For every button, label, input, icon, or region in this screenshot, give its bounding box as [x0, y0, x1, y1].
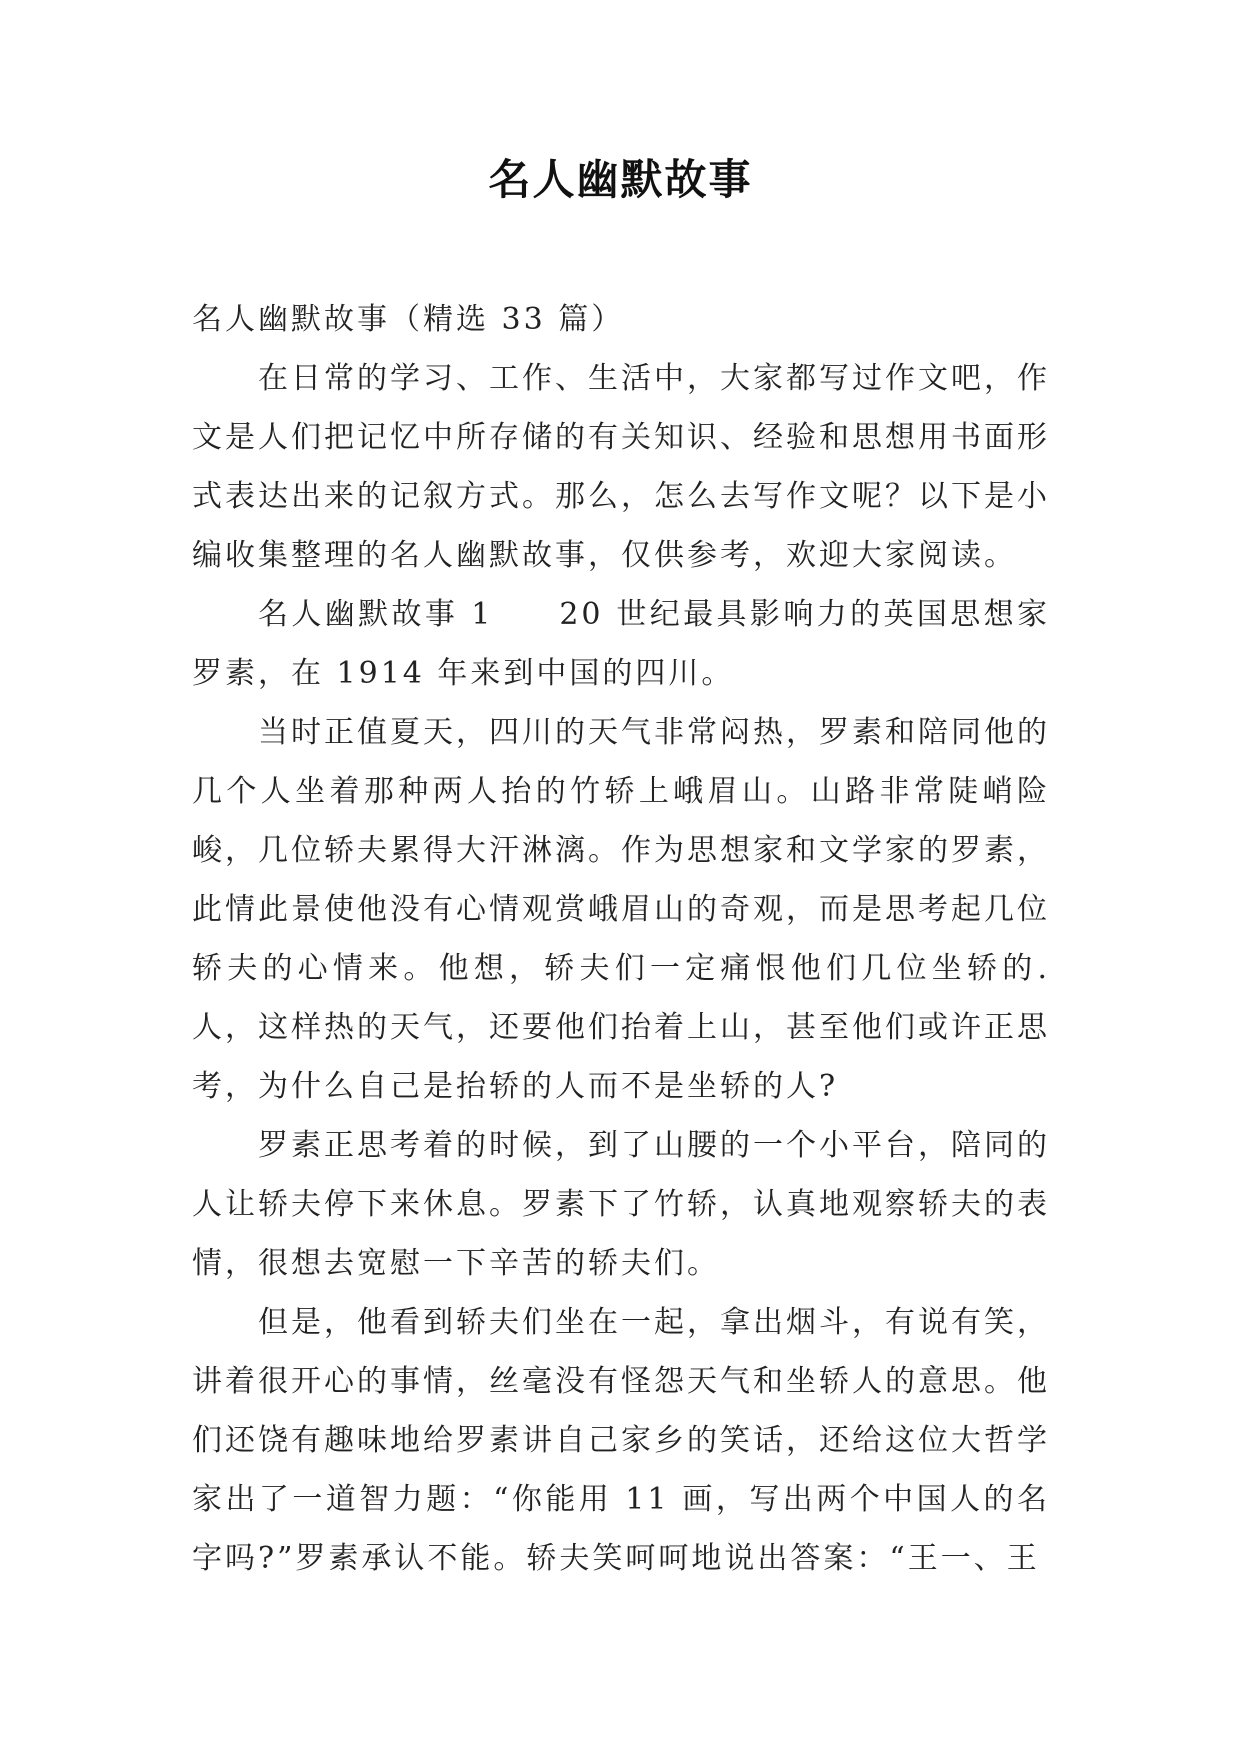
- story-1-paragraph-3: 罗素正思考着的时候，到了山腰的一个小平台，陪同的人让轿夫停下来休息。罗素下了竹轿，认真地观察轿夫的表情，很想去宽慰一下辛苦的轿夫们。: [192, 1128, 1050, 1281]
- story-1-heading: 名人幽默故事 1: [258, 597, 494, 632]
- document-subtitle: 名人幽默故事（精选 33 篇）: [192, 302, 625, 337]
- story-1-opening-paragraph: [192, 585, 1050, 703]
- document-title: 名人幽默故事: [488, 155, 753, 204]
- story-1-paragraph-4: 但是，他看到轿夫们坐在一起，拿出烟斗，有说有笑，讲着很开心的事情，丝毫没有怪怨天气和坐轿人的意思。他们还饶有趣味地给罗素讲自己家乡的笑话，还给这位大哲学家出了一道智力题：“你能用 11 画，写出两个中国人的名字吗?”罗素承认不能。轿夫笑呵呵地说出答案：“王一、王: [192, 1305, 1050, 1576]
- intro-paragraph: 在日常的学习、工作、生活中，大家都写过作文吧，作文是人们把记忆中所存储的有关知识、经验和思想用书面形式表达出来的记叙方式。那么，怎么去写作文呢？以下是小编收集整理的名人幽默故事，仅供参考，欢迎大家阅读。: [192, 361, 1050, 573]
- document-body: [192, 290, 1050, 1588]
- story-1-paragraph-2: 当时正值夏天，四川的天气非常闷热，罗素和陪同他的几个人坐着那种两人抬的竹轿上峨眉山。山路非常陡峭险峻，几位轿夫累得大汗淋漓。作为思想家和文学家的罗素，此情此景使他没有心情观赏峨眉山的奇观，而是思考起几位轿夫的心情来。他想，轿夫们一定痛恨他们几位坐轿的.人，这样热的天气，还要他们抬着上山，甚至他们或许正思考，为什么自己是抬轿的人而不是坐轿的人?: [192, 715, 1050, 1104]
- story-1-paragraph-1: 20 世纪最具影响力的英国思想家罗素，在 1914 年来到中国的四川。: [192, 597, 1050, 691]
